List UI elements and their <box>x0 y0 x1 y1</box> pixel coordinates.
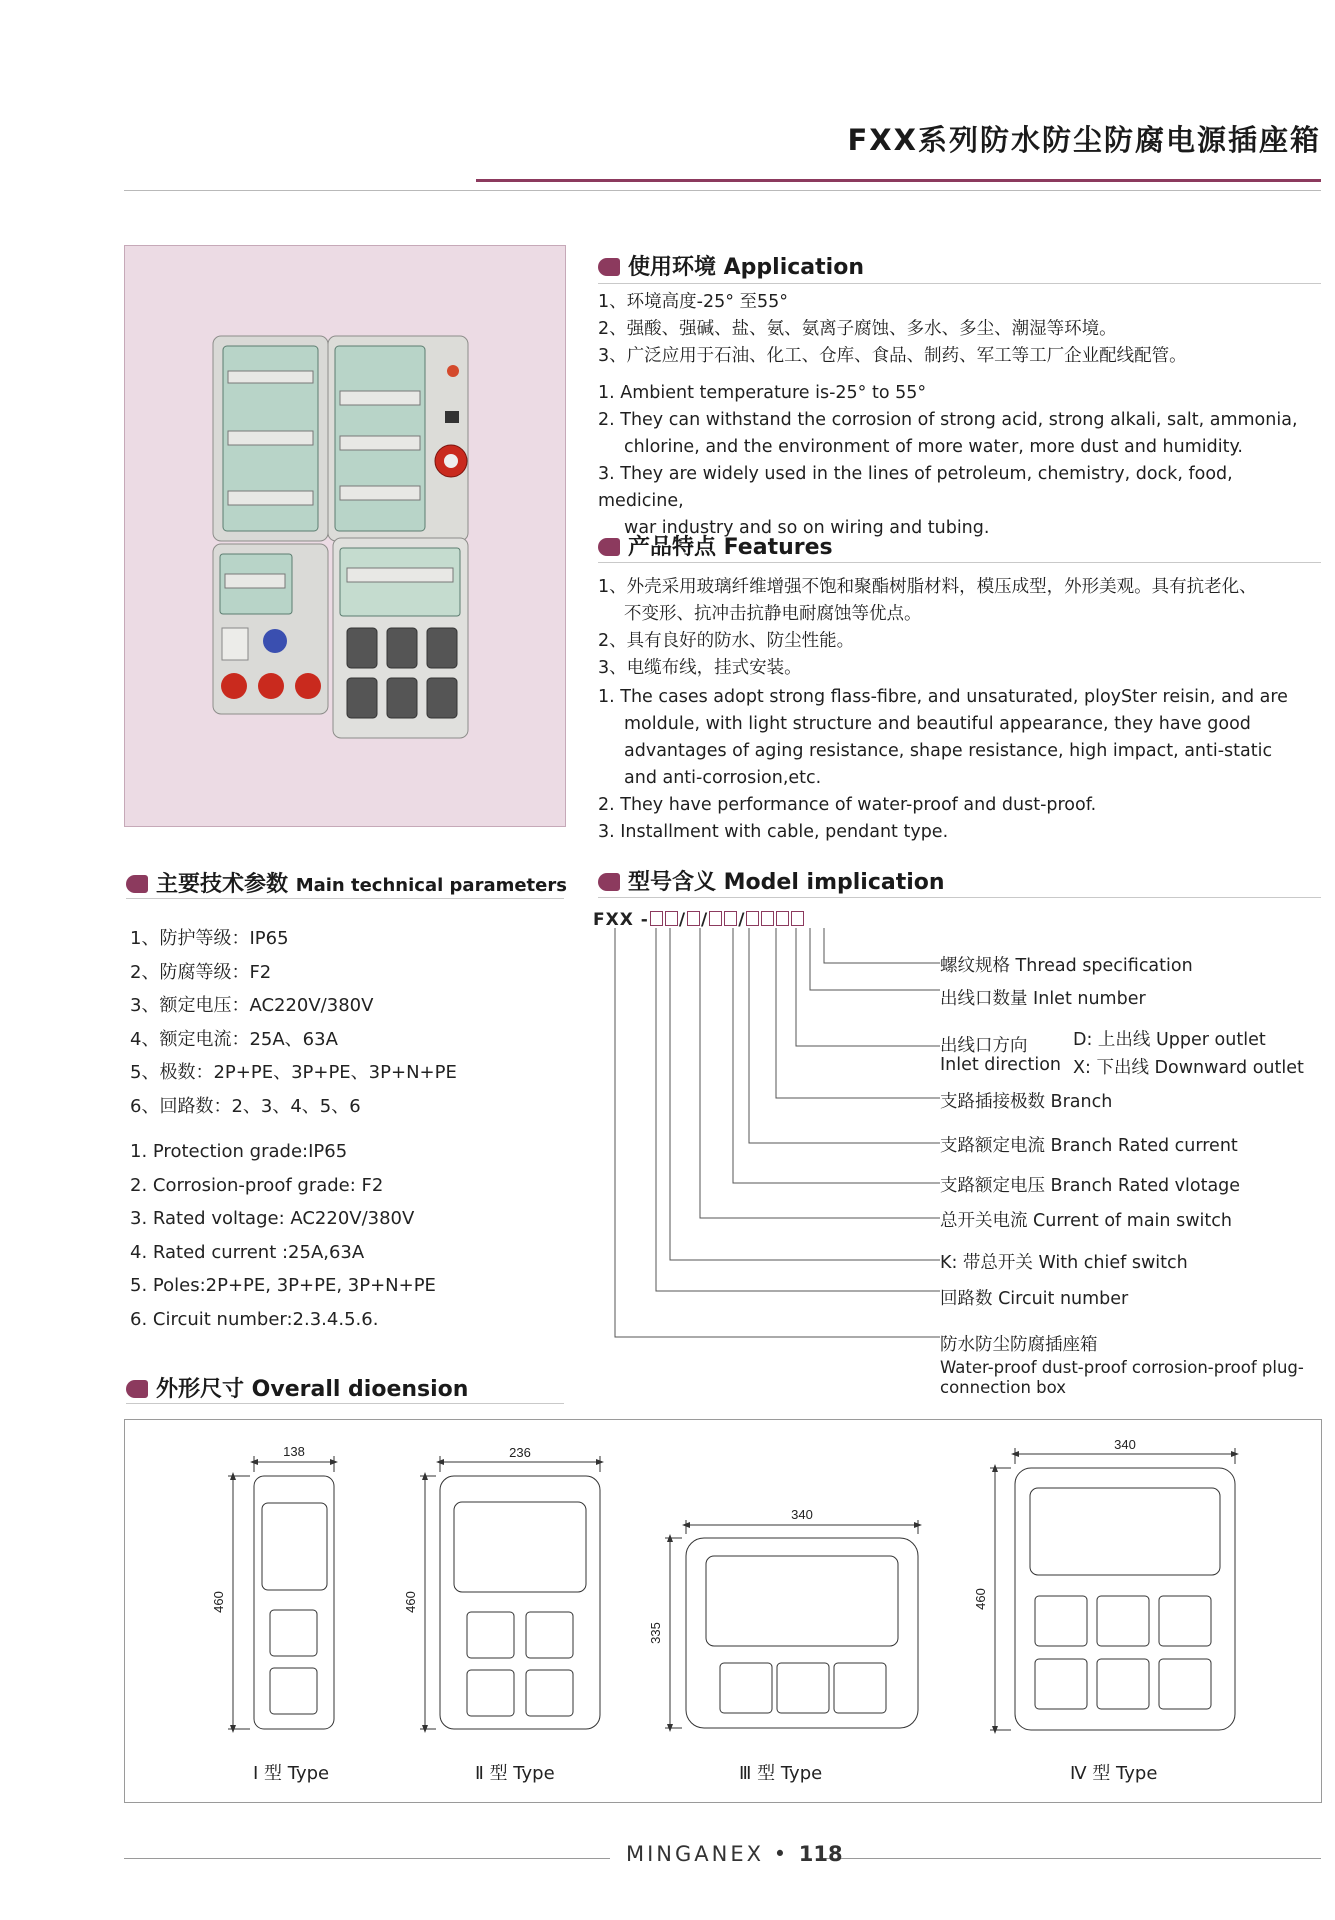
section-bullet-icon <box>598 258 620 276</box>
footer <box>626 1842 843 1866</box>
features-rule <box>598 562 1321 563</box>
product-photo <box>124 245 566 827</box>
features-heading: 产品特点 Features <box>598 530 833 561</box>
type-2-label: Ⅱ 型 Type <box>475 1763 555 1784</box>
model-label-branch-current: 支路额定电流 Branch Rated current <box>940 1136 1238 1156</box>
type-1-label: Ⅰ 型 Type <box>253 1763 330 1784</box>
application-heading: 使用环境 Application <box>598 250 864 281</box>
model-label-branch: 支路插接极数 Branch <box>940 1092 1113 1112</box>
model-label-box-en1: Water-proof dust-proof corrosion-proof plug- <box>940 1358 1304 1377</box>
model-label-box-en2: connection box <box>940 1378 1066 1397</box>
type-3-outline <box>665 1520 918 1728</box>
section-bullet-icon <box>126 1380 148 1398</box>
model-label-direction-cn: 出线口方向 <box>940 1036 1028 1056</box>
dimension-rule <box>126 1403 564 1404</box>
model-label-thread: 螺纹规格 Thread specification <box>940 956 1193 976</box>
section-bullet-icon <box>598 538 620 556</box>
footer-rule-right <box>820 1858 1321 1859</box>
dimension-heading: 外形尺寸 Overall dioension <box>126 1372 468 1403</box>
section-bullet-icon <box>126 875 148 893</box>
type-4-width-label: 340 <box>1114 1437 1136 1452</box>
params-list-en: 1. Protection grade:IP65 2. Corrosion-proof grade: F2 3. Rated voltage: AC220V/380V 4. Rated current :25A,63A 5. Poles:2P+PE, 3P+PE, 3P+N+PE 6. Circuit number:2.3.4.5.6. <box>130 1141 436 1330</box>
type-1-height-label: 460 <box>211 1591 226 1613</box>
type-3-label: Ⅲ 型 Type <box>739 1763 823 1784</box>
header-accent-rule <box>476 179 1321 182</box>
model-code: FXX - / / / <box>593 910 805 930</box>
type-1-width-label: 138 <box>283 1444 305 1459</box>
application-rule <box>598 283 1321 284</box>
model-label-dir-d: D: 上出线 Upper outlet <box>1073 1030 1266 1050</box>
features-text-cn: 1、外壳采用玻璃纤维增强不饱和聚酯树脂材料，模压成型，外形美观。具有抗老化、 不变形、抗冲击抗静电耐腐蚀等优点。 2、具有良好的防水、防尘性能。 3、电缆布线，挂式安装。 <box>598 577 1257 678</box>
model-label-dir-x: X: 下出线 Downward outlet <box>1073 1058 1304 1078</box>
model-label-direction-en: Inlet direction <box>940 1055 1061 1075</box>
page-title: FXX系列防水防尘防腐电源插座箱 <box>847 123 1321 157</box>
type-4-outline <box>990 1448 1235 1730</box>
model-label-main-switch: 总开关电流 Current of main switch <box>940 1211 1232 1231</box>
params-rule <box>126 898 564 899</box>
header-rule <box>124 190 1321 191</box>
model-heading: 型号含义 Model implication <box>598 865 945 896</box>
type-2-width-label: 236 <box>509 1445 531 1460</box>
type-4-height-label: 460 <box>973 1588 988 1610</box>
footer-brand: MINGANEX <box>626 1842 765 1866</box>
page-number: 118 <box>798 1842 843 1866</box>
features-text-en: 1. The cases adopt strong flass-fibre, and unsaturated, ploySter reisin, and are moldule, with light structure and beautiful appearance, they have good advantages of aging resistance, shape resistance, high impact, anti-static and anti-corrosion,etc. 2. They have performance of water-proof and dust-proof. 3. Installment with cable, pendant type. <box>598 687 1288 842</box>
params-heading: 主要技术参数 Main technical parameters <box>126 867 567 898</box>
dimension-drawings <box>124 1419 1322 1803</box>
model-label-circuit: 回路数 Circuit number <box>940 1289 1129 1309</box>
dimension-svg <box>125 1420 1321 1802</box>
model-label-branch-voltage: 支路额定电压 Branch Rated vlotage <box>940 1176 1241 1196</box>
type-1-outline <box>228 1456 334 1729</box>
type-2-height-label: 460 <box>403 1591 418 1613</box>
footer-bullet: • <box>773 1842 790 1866</box>
model-label-chief-switch: K: 带总开关 With chief switch <box>940 1253 1188 1273</box>
type-4-label: Ⅳ 型 Type <box>1070 1763 1158 1784</box>
model-label-inlet-number: 出线口数量 Inlet number <box>940 989 1146 1009</box>
model-connector-lines <box>590 925 950 1345</box>
type-3-width-label: 340 <box>791 1507 813 1522</box>
type-3-height-label: 335 <box>648 1622 663 1644</box>
application-text-cn: 1、环境高度-25° 至55° 2、强酸、强碱、盐、氨、氨离子腐蚀、多水、多尘、潮湿等环境。 3、广泛应用于石油、化工、仓库、食品、制药、军工等工厂企业配线配管。 <box>598 292 1187 366</box>
model-label-box-cn: 防水防尘防腐插座箱 <box>940 1335 1098 1355</box>
type-2-outline <box>420 1456 600 1729</box>
application-text-en: 1. Ambient temperature is-25° to 55° 2. They can withstand the corrosion of strong acid, strong alkali, salt, ammonia, chlorine, and the environment of more water, more dust and humidity. 3. They are widely used in the lines of petroleum, chemistry, dock, food, medicine, war industry and so on wiring and tubing. <box>598 383 1298 538</box>
section-bullet-icon <box>598 873 620 891</box>
model-rule <box>598 897 1321 898</box>
params-list-cn: 1、防护等级：IP65 2、防腐等级：F2 3、额定电压：AC220V/380V 4、额定电流：25A、63A 5、极数：2P+PE、3P+PE、3P+N+PE 6、回路数：2、3、4、5、6 <box>130 928 457 1117</box>
footer-rule-left <box>124 1858 610 1859</box>
